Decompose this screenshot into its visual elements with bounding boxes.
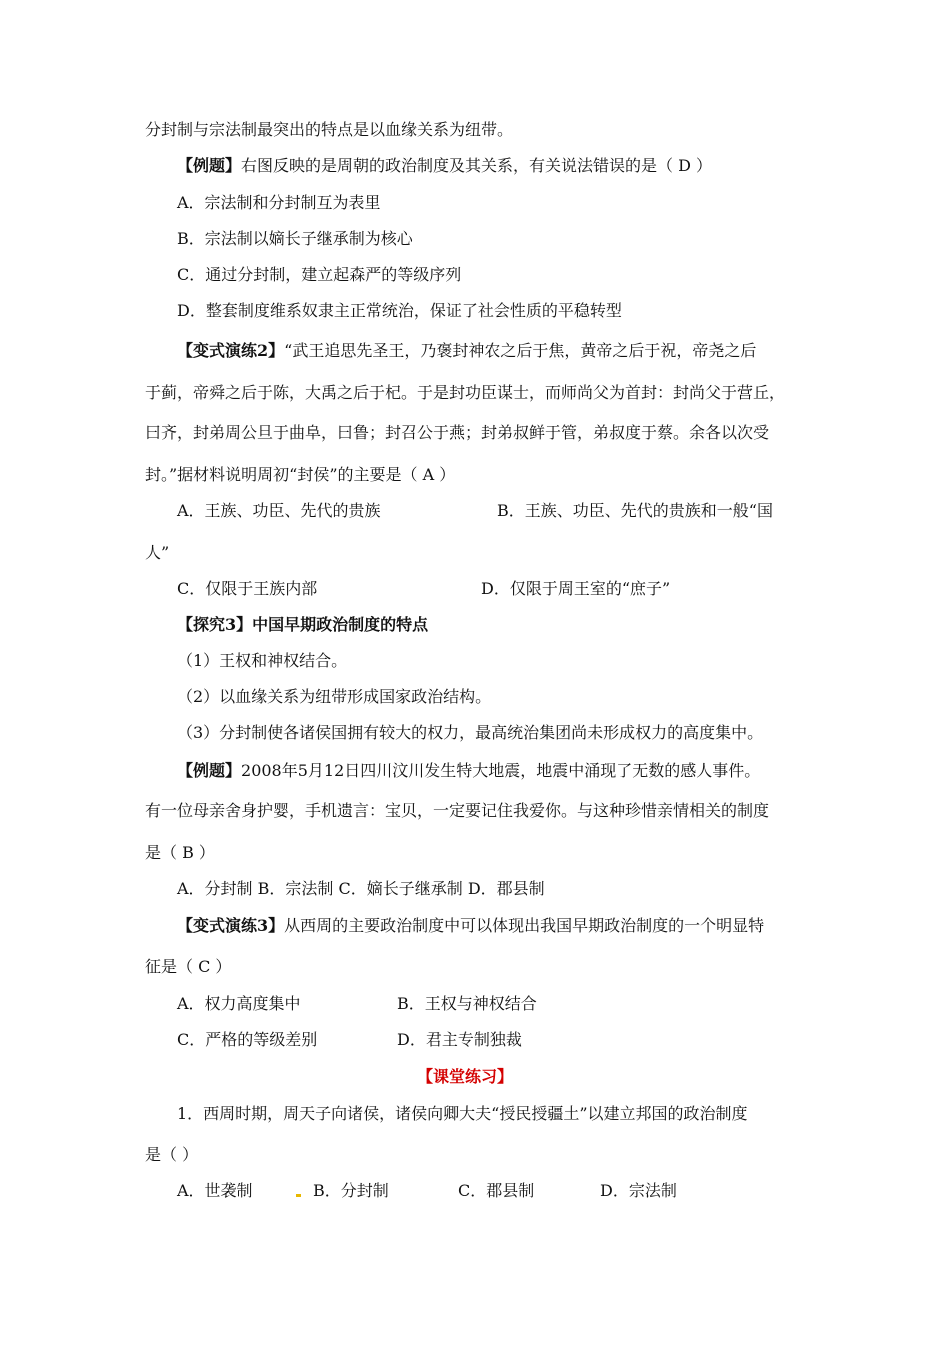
variant-2-option-d: D．仅限于周王室的“庶子” xyxy=(481,579,671,598)
variant-2-line-1 xyxy=(177,340,756,362)
example-1-option-c: C．通过分封制，建立起森严的等级序列 xyxy=(177,265,462,284)
example-2-line-3: 是（ B ） xyxy=(145,843,215,862)
example-1-text: 右图反映的是周朝的政治制度及其关系，有关说法错误的是（ D ） xyxy=(241,156,713,175)
variant-3-tag: 【变式演练3】 xyxy=(177,916,285,935)
example-2-text: 2008年5月12日四川汶川发生特大地震，地震中涌现了无数的感人事件。 xyxy=(241,761,761,780)
paragraph-intro: 分封制与宗法制最突出的特点是以血缘关系为纽带。 xyxy=(145,120,514,139)
practice-title: 【课堂练习】 xyxy=(417,1067,514,1086)
practice-q1-option-a: A．世袭制 xyxy=(177,1181,253,1200)
example-tag: 【例题】 xyxy=(177,156,242,175)
example-1-option-d: D．整套制度维系奴隶主正常统治，保证了社会性质的平稳转型 xyxy=(177,301,622,320)
variant-2-line-4: 封。”据材料说明周初“封侯”的主要是（ A ） xyxy=(145,465,456,484)
practice-q1-option-d: D．宗法制 xyxy=(600,1181,677,1200)
example-2-line-1 xyxy=(177,760,760,782)
practice-q1-line-1: 1．西周时期，周天子向诸侯，诸侯向卿大夫“授民授疆土”以建立邦国的政治制度 xyxy=(177,1104,748,1123)
practice-q1-line-2: 是（ ） xyxy=(145,1145,199,1164)
variant-2-option-c: C．仅限于王族内部 xyxy=(177,579,318,598)
explore-3-item-1: （1）王权和神权结合。 xyxy=(177,651,348,670)
variant-2-text: “武王追思先圣王，乃褒封神农之后于焦，黄帝之后于祝，帝尧之后 xyxy=(284,341,757,360)
variant-3-option-c: C．严格的等级差别 xyxy=(177,1030,318,1049)
variant-2-option-a: A．王族、功臣、先代的贵族 xyxy=(177,501,381,520)
practice-q1-option-b: B．分封制 xyxy=(313,1181,389,1200)
example-tag: 【例题】 xyxy=(177,761,242,780)
yellow-marker xyxy=(296,1194,301,1197)
variant-3-option-d: D．君主专制独裁 xyxy=(397,1030,522,1049)
variant-3-line-1 xyxy=(177,915,764,937)
example-1-option-a: A．宗法制和分封制互为表里 xyxy=(177,193,381,212)
variant-2-line-3: 曰齐，封弟周公旦于曲阜，曰鲁；封召公于燕；封弟叔鲜于管，弟叔度于蔡。余各以次受 xyxy=(145,423,770,442)
variant-2-option-b: B．王族、功臣、先代的贵族和一般“国 xyxy=(497,501,773,520)
example-2-options: A．分封制 B．宗法制 C．嫡长子继承制 D．郡县制 xyxy=(177,879,545,898)
example-2-line-2: 有一位母亲舍身护婴，手机遗言：宝贝，一定要记住我爱你。与这种珍惜亲情相关的制度 xyxy=(145,801,770,820)
explore-3-title: 【探究3】中国早期政治制度的特点 xyxy=(177,615,429,634)
explore-3-item-2: （2）以血缘关系为纽带形成国家政治结构。 xyxy=(177,687,492,706)
explore-3-item-3: （3）分封制使各诸侯国拥有较大的权力，最高统治集团尚未形成权力的高度集中。 xyxy=(177,723,764,742)
example-1-option-b: B．宗法制以嫡长子继承制为核心 xyxy=(177,229,413,248)
variant-2-line-2: 于蓟，帝舜之后于陈，大禹之后于杞。于是封功臣谋士，而师尚父为首封：封尚父于营丘， xyxy=(145,383,786,402)
practice-q1-option-c: C．郡县制 xyxy=(458,1181,535,1200)
variant-3-option-b: B．王权与神权结合 xyxy=(397,994,537,1013)
variant-3-text: 从西周的主要政治制度中可以体现出我国早期政治制度的一个明显特 xyxy=(284,916,765,935)
variant-3-line-2: 征是（ C ） xyxy=(145,957,232,976)
variant-2-tag: 【变式演练2】 xyxy=(177,341,285,360)
variant-3-option-a: A．权力高度集中 xyxy=(177,994,301,1013)
example-1-question xyxy=(177,155,712,177)
variant-2-option-b-cont: 人” xyxy=(145,543,170,562)
